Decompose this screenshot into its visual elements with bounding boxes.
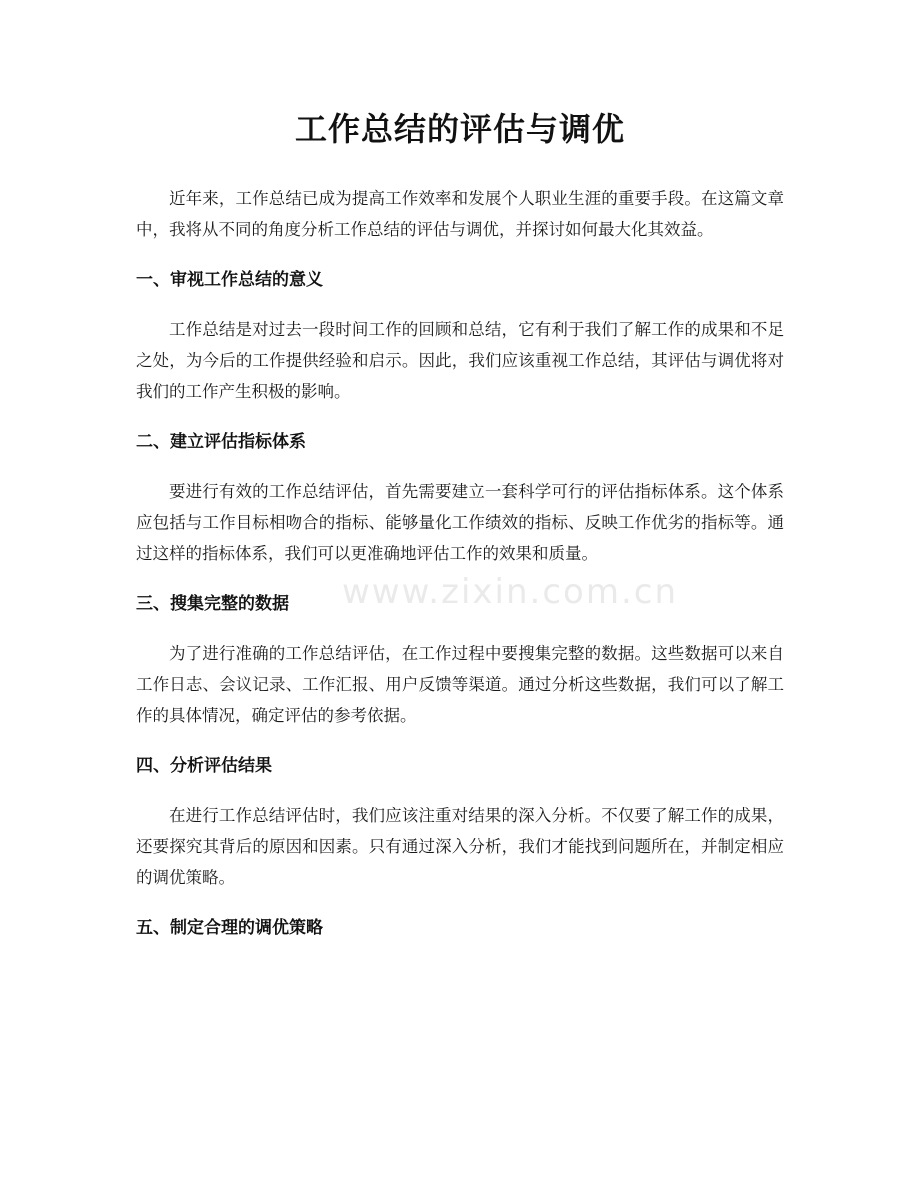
section-4-paragraph: 在进行工作总结评估时，我们应该注重对结果的深入分析。不仅要了解工作的成果，还要探究其背后的原因和因素。只有通过深入分析，我们才能找到问题所在，并制定相应的调优策略。 [136, 806, 784, 887]
section-2-heading: 二、建立评估指标体系 [136, 432, 306, 452]
section-3-paragraph: 为了进行准确的工作总结评估，在工作过程中要搜集完整的数据。这些数据可以来自工作日志、会议记录、工作汇报、用户反馈等渠道。通过分析这些数据，我们可以了解工作的具体情况，确定评估的参考依据。 [136, 644, 784, 725]
watermark: www.zixin.com.cn [342, 572, 678, 612]
document-body [136, 183, 784, 942]
intro-paragraph: 近年来，工作总结已成为提高工作效率和发展个人职业生涯的重要手段。在这篇文章中，我将从不同的角度分析工作总结的评估与调优，并探讨如何最大化其效益。 [136, 189, 784, 239]
section-2-paragraph: 要进行有效的工作总结评估，首先需要建立一套科学可行的评估指标体系。这个体系应包括与工作目标相吻合的指标、能够量化工作绩效的指标、反映工作优劣的指标等。通过这样的指标体系，我们可以更准确地评估工作的效果和质量。 [136, 482, 784, 563]
section-3-heading: 三、搜集完整的数据 [136, 594, 289, 614]
section-1-paragraph: 工作总结是对过去一段时间工作的回顾和总结，它有利于我们了解工作的成果和不足之处，为今后的工作提供经验和启示。因此，我们应该重视工作总结，其评估与调优将对我们的工作产生积极的影响。 [136, 320, 784, 401]
document-title: 工作总结的评估与调优 [294, 110, 625, 148]
section-5-heading: 五、制定合理的调优策略 [136, 918, 323, 938]
section-4-heading: 四、分析评估结果 [136, 756, 272, 776]
section-1-heading: 一、审视工作总结的意义 [136, 270, 323, 290]
